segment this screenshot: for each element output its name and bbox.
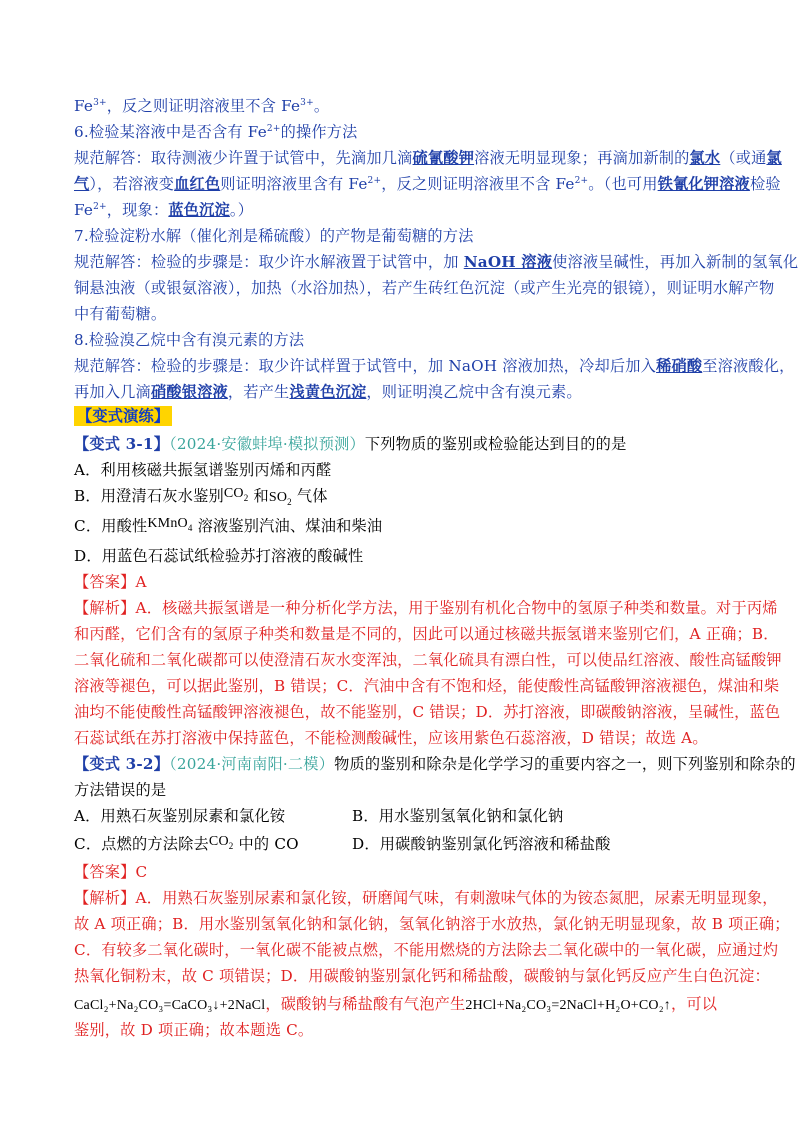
equation: CaCl₂+Na₂CO₃=CaCO₃↓+2NaCl bbox=[74, 998, 266, 1013]
text-line: 再加入几滴硝酸银溶液，若产生浅黄色沉淀，则证明溴乙烷中含有溴元素。 bbox=[74, 383, 582, 401]
section-heading: 7.检验淀粉水解（催化剂是稀硫酸）的产物是葡萄糖的方法 bbox=[74, 227, 474, 245]
text-line: $Fe^{2+}$，现象：蓝色沉淀。） bbox=[74, 201, 254, 219]
option-c: C．用酸性KMnO$_4$ 溶液鉴别汽油、煤油和柴油 bbox=[74, 516, 383, 535]
explanation-line: 鉴别，故 D 项正确；故本题选 C。 bbox=[74, 1021, 314, 1039]
answer: 【答案】A bbox=[74, 573, 147, 591]
explanation-line: 二氧化硫和二氧化碳都可以使澄清石灰水变浑浊，二氧化硫具有漂白性，可以使品红溶液、酸性高锰酸钾 bbox=[74, 651, 782, 669]
option-a: A．用熟石灰鉴别尿素和氯化铵 bbox=[74, 807, 286, 825]
section-heading: 6.检验某溶液中是否含有 $Fe^{2+}$的操作方法 bbox=[74, 123, 358, 141]
text-line: 规范解答：取待测液少许置于试管中，先滴加几滴硫氰酸钾溶液无明显现象；再滴加新制的氯水（或通氯 bbox=[74, 149, 782, 167]
question-stem: 【变式 3-1】（2024·安徽蚌埠·模拟预测）下列物质的鉴别或检验能达到目的的是 bbox=[74, 435, 627, 453]
answer: 【答案】C bbox=[74, 863, 148, 881]
text-line: 规范解答：检验的步骤是：取少许水解液置于试管中，加 NaOH 溶液使溶液呈碱性，再加入新制的氢氧化 bbox=[74, 253, 799, 271]
explanation-line: 【解析】A．核磁共振氢谱是一种分析化学方法，用于鉴别有机化合物中的氢原子种类和数量。对于丙烯 bbox=[74, 599, 778, 617]
explanation-line: 和丙醛，它们含有的氢原子种类和数量是不同的，因此可以通过核磁共振氢谱来鉴别它们，A 正确；B． bbox=[74, 625, 779, 643]
text-line: 规范解答：检验的步骤是：取少许试样置于试管中，加 NaOH 溶液加热，冷却后加入稀硝酸至溶液酸化， bbox=[74, 357, 795, 375]
option-d: D．用碳酸钠鉴别氯化钙溶液和稀盐酸 bbox=[352, 835, 611, 853]
text-line: 中有葡萄糖。 bbox=[74, 305, 167, 323]
section-title: 【变式演练】 bbox=[74, 406, 172, 426]
explanation-line: 热氧化铜粉末，故 C 项错误；D．用碳酸钠鉴别氯化钙和稀盐酸，碳酸钠与氯化钙反应产生白色沉淀： bbox=[74, 967, 770, 985]
explanation-line: 油均不能使酸性高锰酸钾溶液褪色，故不能鉴别，C 错误；D．苏打溶液，即碳酸钠溶液，呈碱性，蓝色 bbox=[74, 703, 781, 721]
option-d: D．用蓝色石蕊试纸检验苏打溶液的酸碱性 bbox=[74, 547, 364, 565]
option-b: B．用澄清石灰水鉴别$CO_2$ 和$SO_2$ 气体 bbox=[74, 486, 328, 507]
text-line: 气），若溶液变血红色则证明溶液里含有 $Fe^{2+}$，反之则证明溶液里不含 $Fe^{2+}$。（也可用铁氰化钾溶液检验 bbox=[74, 175, 781, 193]
option-c: C．点燃的方法除去$CO_2$ 中的 CO bbox=[74, 834, 299, 853]
question-stem-cont: 方法错误的是 bbox=[74, 781, 167, 799]
section-heading: 8.检验溴乙烷中含有溴元素的方法 bbox=[74, 331, 305, 349]
explanation-line: 石蕊试纸在苏打溶液中保持蓝色，不能检测酸碱性，应该用紫色石蕊溶液，D 错误；故选 A。 bbox=[74, 729, 708, 747]
option-b: B．用水鉴别氢氧化钠和氯化钠 bbox=[352, 807, 564, 825]
option-a: A．利用核磁共振氢谱鉴别丙烯和丙醛 bbox=[74, 461, 332, 479]
explanation-line: 溶液等褪色，可以据此鉴别，B 错误；C．汽油中含有不饱和烃，能使酸性高锰酸钾溶液褪色，煤油和柴 bbox=[74, 677, 780, 695]
explanation-line: 故 A 项正确；B．用水鉴别氢氧化钠和氯化钠，氢氧化钠溶于水放热，氯化钠无明显现象，故 B 项正确； bbox=[74, 915, 790, 933]
explanation-line: 【解析】A．用熟石灰鉴别尿素和氯化铵，研磨闻气味，有刺激味气体的为铵态氮肥，尿素无明显现象， bbox=[74, 889, 778, 907]
text-line: 铜悬浊液（或银氨溶液），加热（水浴加热），若产生砖红色沉淀（或产生光亮的银镜），则证明水解产物 bbox=[74, 279, 775, 297]
text-line: $Fe^{3+}$，反之则证明溶液里不含 $Fe^{3+}$。 bbox=[74, 97, 330, 115]
explanation-line: CaCl₂+Na₂CO₃=CaCO₃↓+2NaCl，碳酸钠与稀盐酸有气泡产生2HCl+Na₂CO₃=2NaCl+H₂O+CO₂↑，可以 bbox=[74, 995, 718, 1013]
equation: 2HCl+Na₂CO₃=2NaCl+H₂O+CO₂↑ bbox=[465, 998, 672, 1013]
question-stem: 【变式 3-2】（2024·河南南阳·二模）物质的鉴别和除杂是化学学习的重要内容之一，则下列鉴别和除杂的 bbox=[74, 755, 796, 773]
explanation-line: C．有较多二氧化碳时，一氧化碳不能被点燃，不能用燃烧的方法除去二氧化碳中的一氧化碳，应通过灼 bbox=[74, 941, 779, 959]
